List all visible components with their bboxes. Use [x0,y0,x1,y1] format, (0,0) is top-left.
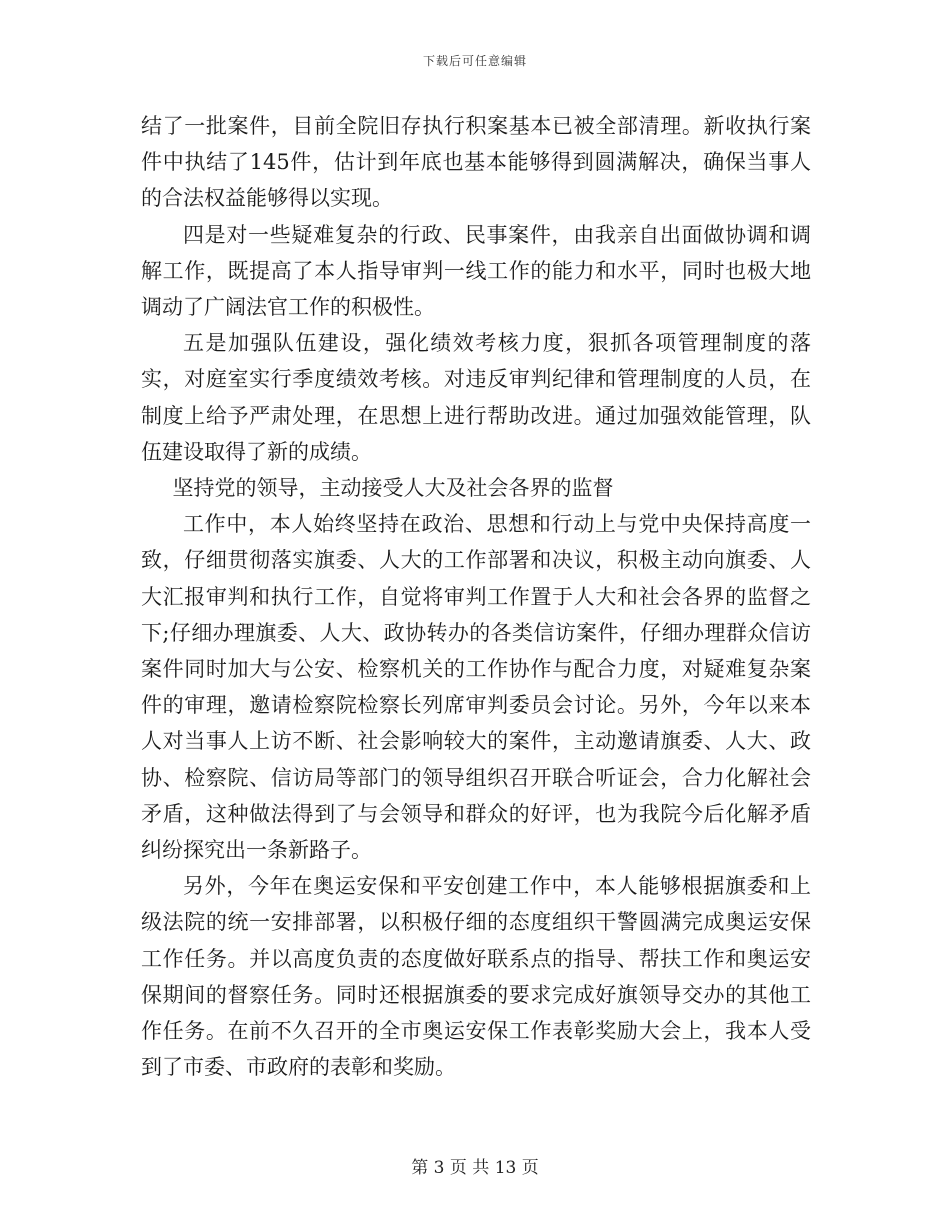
paragraph-continuation: 结了一批案件，目前全院旧存执行积案基本已被全部清理。新收执行案件中执结了145件，估计到年底也基本能够得到圆满解决，确保当事人的合法权益能够得以实现。 [141,114,811,211]
page-number: 第 3 页 共 13 页 [411,1158,539,1178]
download-note: 下载后可任意编辑 [422,54,527,68]
paragraph-party-leadership: 工作中，本人始终坚持在政治、思想和行动上与党中央保持高度一致，仔细贯彻落实旗委、人大的工作部署和决议，积极主动向旗委、人大汇报审判和执行工作，自觉将审判工作置于人大和社会各界的监督之下;仔细办理旗委、人大、政协转办的各类信访案件，仔细办理群众信访案件同时加大与公安、检察机关的工作协作与配合力度，对疑难复杂案件的审理，邀请检察院检察长列席审判委员会讨论。另外，今年以来本人对当事人上访不断、社会影响较大的案件，主动邀请旗委、人大、政协、检察院、信访局等部门的领导组织召开联合听证会，合力化解社会矛盾，这种做法得到了与会领导和群众的好评，也为我院今后化解矛盾纠纷探究出一条新路子。 [141,512,811,863]
paragraph-point-four: 四是对一些疑难复杂的行政、民事案件，由我亲自出面做协调和调解工作，既提高了本人指导审判一线工作的能力和水平，同时也极大地调动了广阔法官工作的积极性。 [141,222,811,320]
paragraph-point-five: 五是加强队伍建设，强化绩效考核力度，狠抓各项管理制度的落实，对庭室实行季度绩效考核。对违反审判纪律和管理制度的人员，在制度上给予严肃处理，在思想上进行帮助改进。通过加强效能管理，队伍建设取得了新的成绩。 [141,331,811,464]
paragraph-olympic-security: 另外，今年在奥运安保和平安创建工作中，本人能够根据旗委和上级法院的统一安排部署，以积极仔细的态度组织干警圆满完成奥运安保工作任务。并以高度负责的态度做好联系点的指导、帮扶工作和奥运安保期间的督察任务。同时还根据旗委的要求完成好旗领导交办的其他工作任务。在前不久召开的全市奥运安保工作表彰奖励大会上，我本人受到了市委、市政府的表彰和奖励。 [141,874,811,1080]
section-heading: 坚持党的领导，主动接受人大及社会各界的监督 [172,476,614,501]
document-body [141,108,811,1085]
